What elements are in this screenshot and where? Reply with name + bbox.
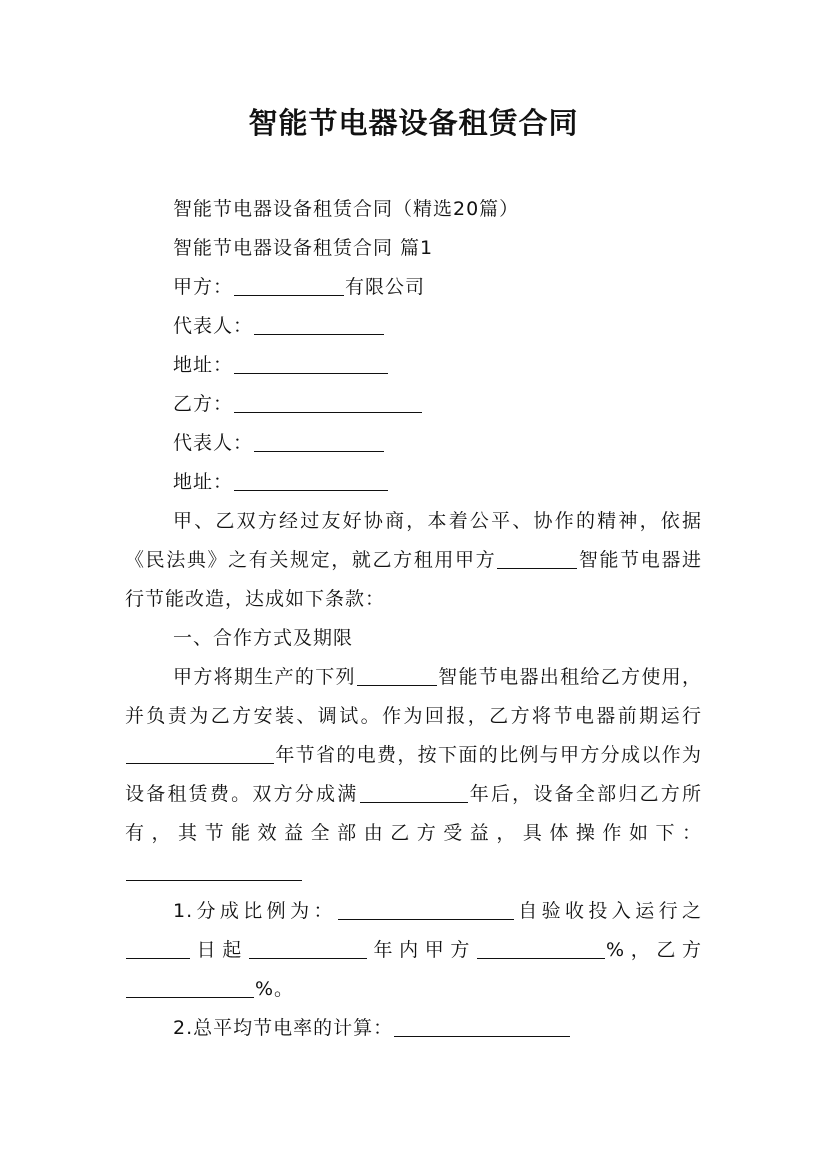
party-b-blank: [234, 390, 422, 413]
item1-text-1: 1.分成比例为：: [173, 900, 337, 922]
clause1-text-3: 年节省的电费，按下面的比例与甲方分成以作为设备租赁费。双方分成满: [125, 744, 702, 805]
clause1-paragraph: [125, 658, 702, 892]
item1-blank-4: [477, 936, 605, 959]
item1-text-4: 年内甲方: [367, 939, 477, 961]
representative-blank: [254, 429, 384, 452]
item1-blank-1: [338, 897, 514, 920]
document-title: 智能节电器设备租赁合同: [248, 106, 579, 140]
party-a-suffix: 有限公司: [345, 276, 426, 298]
party-b-line: [125, 385, 702, 424]
address-blank: [234, 468, 388, 491]
item1-blank-2: [126, 936, 190, 959]
clause1-blank-1: [357, 663, 437, 686]
clause1-text-1: 甲方将期生产的下列: [173, 666, 356, 688]
party-a-blank: [234, 273, 344, 296]
party-a-line: [125, 268, 702, 307]
clause1-blank-3: [360, 780, 468, 803]
subtitle: 智能节电器设备租赁合同（精选20篇）: [173, 198, 520, 220]
party-a-representative-line: [125, 307, 702, 346]
clause1-blank-2: [126, 741, 274, 764]
intro-paragraph: [125, 502, 702, 619]
item1-text-3: 日起: [191, 939, 248, 961]
party-a-label: 甲方：: [173, 276, 234, 298]
item1-blank-5: [126, 975, 254, 998]
party-b-address-line: [125, 463, 702, 502]
clause1-text-4: 年后，设备全部归乙方所有，其节能效益全部由乙方受益，具体操作如下：: [125, 783, 702, 844]
item1-paragraph: [125, 892, 702, 1009]
item1-text-6: %。: [255, 978, 295, 1000]
party-b-representative-line: [125, 424, 702, 463]
clause1-text-2: 智能节电器出租给乙方使用，并负责为乙方安装、调试。作为回报，乙方将节电器前期运行: [125, 666, 702, 727]
intro-text-1: 甲、乙双方经过友好协商，本着公平、协作的精神，依据《民法典》之有关规定，就乙方租用甲方: [125, 510, 702, 571]
item2-line: [125, 1009, 702, 1048]
intro-text-2: 智能节电器进行节能改造，达成如下条款：: [125, 549, 702, 610]
item1-blank-3: [249, 936, 367, 959]
address-label: 地址：: [173, 471, 234, 493]
item1-text-5: %，乙方: [606, 939, 702, 961]
representative-label: 代表人：: [173, 315, 254, 337]
address-blank: [234, 351, 388, 374]
address-label: 地址：: [173, 354, 234, 376]
section-title: 智能节电器设备租赁合同 篇1: [173, 237, 434, 259]
clause1-heading: 一、合作方式及期限: [173, 627, 354, 649]
item2-blank: [394, 1014, 570, 1037]
item2-text: 2.总平均节电率的计算：: [173, 1017, 394, 1039]
item1-text-2: 自验收投入运行之: [514, 900, 702, 922]
representative-blank: [254, 312, 384, 335]
party-b-label: 乙方：: [173, 393, 234, 415]
clause1-blank-4: [126, 858, 302, 881]
intro-blank: [497, 546, 577, 569]
document-body: [125, 190, 702, 1048]
party-a-address-line: [125, 346, 702, 385]
representative-label: 代表人：: [173, 432, 254, 454]
